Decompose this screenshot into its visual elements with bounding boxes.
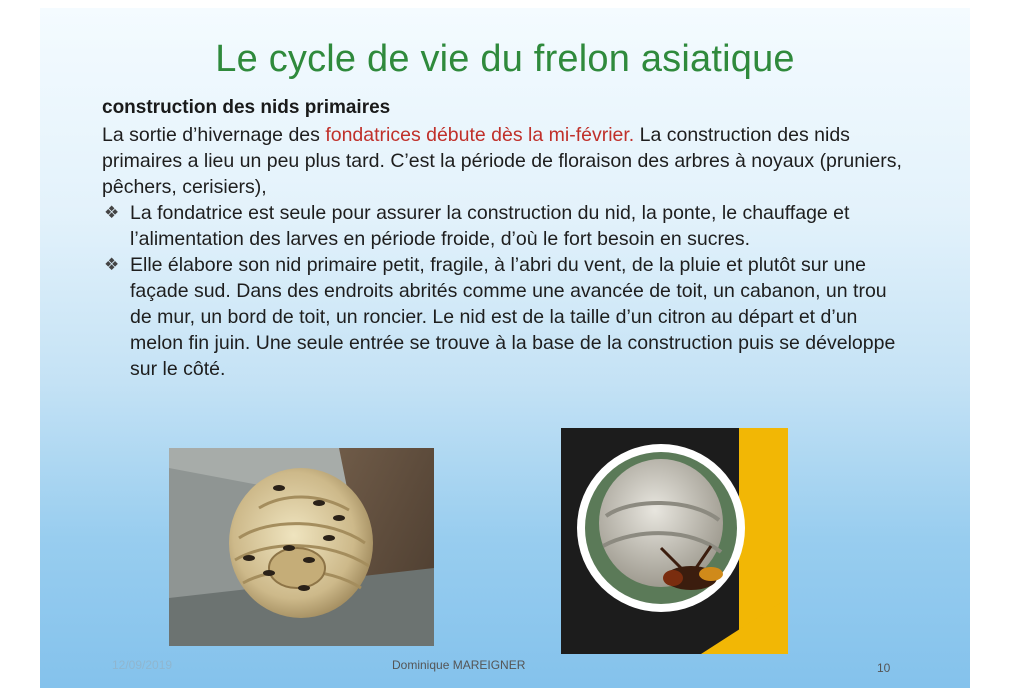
bullet-item [102,200,902,252]
diamond-bullet-icon: ❖ [104,203,120,222]
nest-photo-hornet [561,428,788,654]
bullet-list [102,200,902,382]
nest-hornet-illustration [561,428,788,654]
slide-body [102,122,902,382]
intro-paragraph [102,122,902,200]
bullet-text: Elle élabore son nid primaire petit, fragile, à l’abri du vent, de la pluie et plutôt sur une façade sud. Dans des endroits abrités comme une avancée de toit, un cabanon, un trou de mur, un bord de toit, un roncier. Le nid est de la taille d’un citron au départ et d’un melon fin juin. Une seule entrée se trouve à la base de la construction puis se développe sur le côté. [130,254,896,380]
intro-text-2: La construction des nids primaires a lieu un peu plus tard. C’est la période de floraison des arbres à noyaux (pruniers, pêchers, cerisiers), [102,124,902,198]
nest-photo-beam [169,448,434,646]
slide [40,8,970,688]
intro-highlight: fondatrices débute dès la mi-février. [325,124,635,146]
diamond-bullet-icon: ❖ [104,255,120,274]
slide-subtitle: construction des nids primaires [102,97,391,118]
intro-text-1: La sortie d’hivernage des [102,124,326,146]
bullet-item [102,252,902,382]
footer-author: Dominique MAREIGNER [392,658,526,672]
footer-date: 12/09/2019 [112,658,173,672]
slide-title: Le cycle de vie du frelon asiatique [215,38,795,80]
bullet-text: La fondatrice est seule pour assurer la construction du nid, la ponte, le chauffage et l’alimentation des larves en période froide, d’où le fort besoin en sucres. [130,202,850,250]
nest-beam-illustration [169,448,434,646]
page-number: 10 [877,661,891,675]
